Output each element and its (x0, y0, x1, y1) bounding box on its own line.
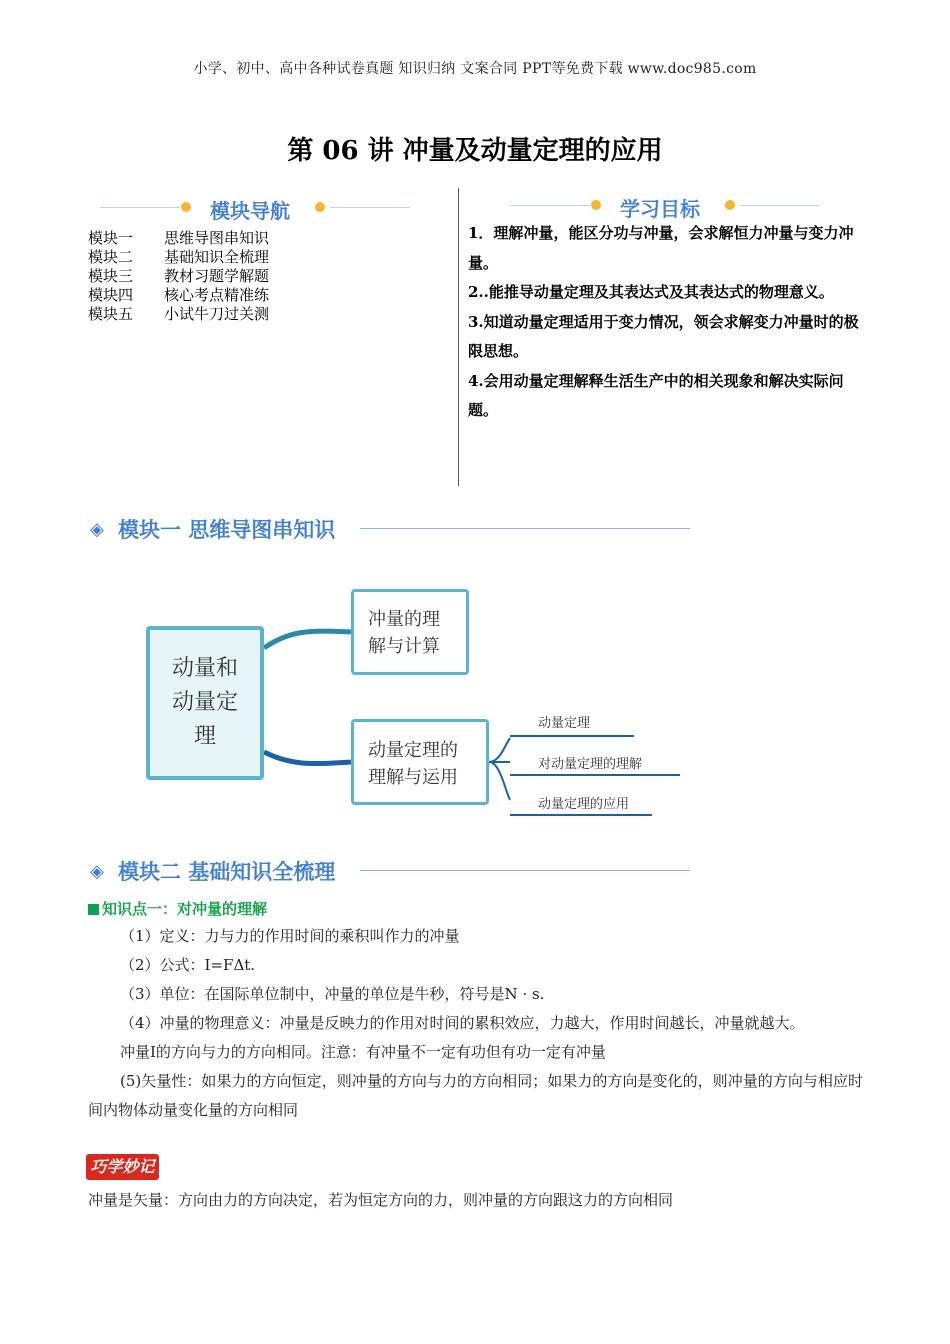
mindmap-root-line: 动量定 (171, 690, 238, 715)
mindmap-leaf-underline (510, 774, 680, 776)
tip-badge: 巧学妙记 (86, 1154, 159, 1180)
goal-item: 2..能推导动量定理及其表达式及其表达式的物理意义。 (468, 283, 834, 301)
page-title: 第 06 讲 冲量及动量定理的应用 (287, 136, 663, 166)
nav-item-label: 小试牛刀过关测 (164, 305, 270, 323)
green-square-icon (88, 904, 99, 915)
nav-heading: 模块导航 (210, 199, 290, 223)
nav-item-label: 教材习题学解题 (164, 267, 270, 285)
mindmap-branch-line: 冲量的理 (368, 609, 440, 630)
mindmap-branch-theorem (351, 719, 489, 805)
knowledge-point-title: 知识点一：对冲量的理解 (102, 900, 268, 918)
mindmap-branch-line: 解与计算 (368, 636, 440, 657)
goal-item: 1．理解冲量，能区分功与冲量，会求解恒力冲量与变力冲量。 (468, 224, 854, 272)
goal-item: 3.知道动量定理适用于变力情况，领会求解变力冲量时的极限思想。 (468, 312, 859, 360)
knowledge-line: 冲量I的方向与力的方向相同。注意：有冲量不一定有功但有功一定有冲量 (120, 1043, 606, 1061)
double-diamond-icon: ◈ (90, 519, 104, 540)
module2-title: 模块二 基础知识全梳理 (118, 860, 336, 884)
mindmap-leaf: 动量定理的应用 (538, 797, 630, 812)
knowledge-point-heading (88, 898, 267, 919)
mindmap-root-line: 动量和 (171, 656, 238, 681)
nav-item-label: 思维导图串知识 (164, 229, 270, 247)
nav-item-key: 模块二 (88, 248, 134, 266)
nav-item-key: 模块三 (88, 267, 134, 285)
goals-heading: 学习目标 (620, 197, 700, 221)
module2-rule (360, 870, 690, 871)
module2-header (88, 856, 698, 886)
mindmap-branch-impulse (351, 589, 469, 675)
knowledge-line: （2）公式：I=FΔt. (120, 956, 256, 974)
mindmap-branch-line: 理解与运用 (368, 767, 458, 788)
nav-item-label: 基础知识全梳理 (164, 248, 270, 266)
goal-item: 4.会用动量定理解释生活生产中的相关现象和解决实际问题。 (468, 371, 844, 419)
mindmap-leaf: 对动量定理的理解 (538, 757, 643, 772)
nav-item-key: 模块五 (88, 305, 134, 323)
knowledge-line: （3）单位：在国际单位制中，冲量的单位是牛秒，符号是N · s. (120, 985, 545, 1003)
mindmap-root-line: 理 (193, 724, 216, 749)
knowledge-body (88, 922, 863, 1125)
tip-text: 冲量是矢量：方向由力的方向决定，若为恒定方向的力，则冲量的方向跟这力的方向相同 (88, 1191, 674, 1209)
nav-item-key: 模块一 (88, 229, 134, 247)
knowledge-line: （4）冲量的物理意义：冲量是反映力的作用对时间的累积效应，力越大，作用时间越长，冲量就越大。 (120, 1014, 805, 1032)
mindmap-leaf-underline (510, 735, 634, 737)
knowledge-line: (5)矢量性：如果力的方向恒定，则冲量的方向与力的方向相同；如果力的方向是变化的，则冲量的方向与相应时间内物体动量变化量的方向相同 (88, 1072, 863, 1119)
nav-item-label: 核心考点精准练 (164, 286, 270, 304)
mindmap-leaf-underline (510, 814, 652, 816)
mindmap-leaf: 动量定理 (538, 716, 591, 731)
mindmap-root (146, 626, 264, 780)
double-diamond-icon: ◈ (90, 861, 104, 882)
module1-title: 模块一 思维导图串知识 (118, 518, 336, 542)
mindmap-branch-line: 动量定理的 (368, 740, 458, 761)
knowledge-line: （1）定义：力与力的作用时间的乘积叫作力的冲量 (120, 927, 460, 945)
site-header: 小学、初中、高中各种试卷真题 知识归纳 文案合同 PPT等免费下载 www.doc985.com (193, 61, 757, 77)
nav-item-key: 模块四 (88, 286, 134, 304)
